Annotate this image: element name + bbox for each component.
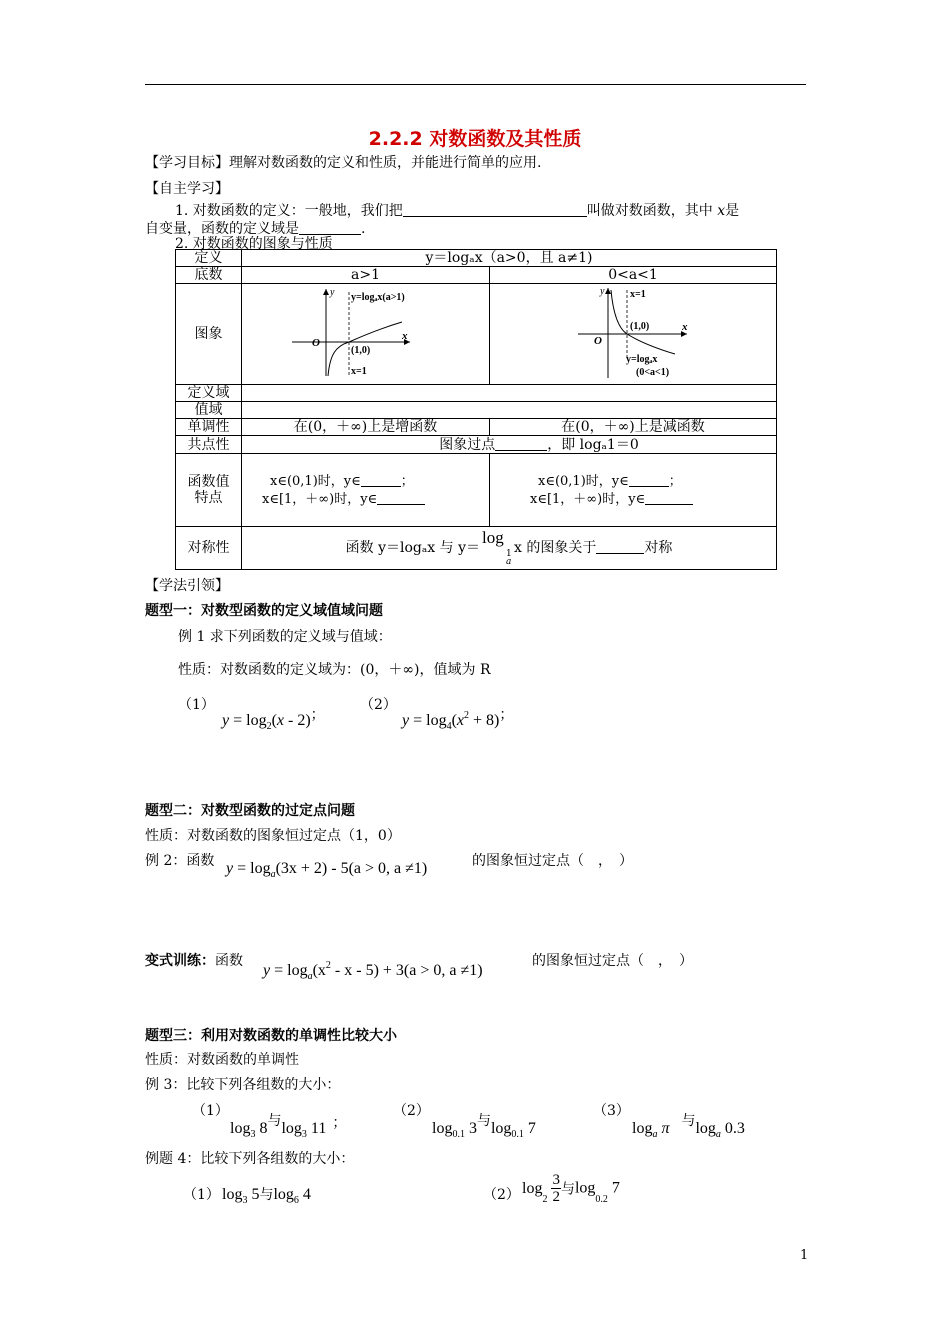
example3-heading: 例 3：比较下列各组数的大小： bbox=[145, 1077, 341, 1093]
type1-heading: 题型一：对数型函数的定义域值域问题 bbox=[145, 603, 383, 619]
type2-example-expr: $y = \log_a(3x + 2) - 5(a > 0$, a ≠1) bbox=[226, 860, 428, 880]
ex3-q1-expr: $\log_3 8$与$\log_3 11$ ； bbox=[230, 1114, 347, 1140]
type2-example-prefix: 例 2：函数 bbox=[145, 853, 215, 869]
type2-example-suffix: 的图象恒过定点（ ， ） bbox=[472, 853, 633, 869]
type1-property: 性质：对数函数的定义域为：(0，＋∞)，值域为 R bbox=[178, 662, 491, 678]
label-definition: 定义 bbox=[176, 250, 242, 267]
ex3-q2-expr: $\log_{0.1} 3$与$\log_{0.1} 7$ bbox=[432, 1114, 536, 1140]
label-function-values: 函数值 特点 bbox=[176, 454, 242, 527]
label-domain: 定义域 bbox=[176, 385, 242, 402]
ex4-q2-label: （2） bbox=[483, 1187, 520, 1203]
label-range: 值域 bbox=[176, 402, 242, 419]
range-blank bbox=[242, 402, 777, 419]
label-symmetry: 对称性 bbox=[176, 527, 242, 570]
row-symmetry bbox=[176, 527, 777, 570]
row-function-values bbox=[176, 454, 777, 527]
point-label: (1,0) bbox=[351, 345, 371, 356]
label-base: 底数 bbox=[176, 267, 242, 284]
item1-line2: 自变量，函数的定义域是 . bbox=[145, 221, 366, 237]
row-range bbox=[176, 402, 777, 419]
domain-blank bbox=[242, 385, 777, 402]
ex3-q3-expr: $\log_a \pi$ 与$\log_a 0.3$ bbox=[632, 1114, 745, 1140]
type3-property: 性质：对数函数的单调性 bbox=[145, 1052, 299, 1068]
type2-property: 性质：对数函数的图象恒过定点（1，0） bbox=[145, 828, 401, 844]
type1-q2-expr: $y = \log_4(x^2 + 8)$； bbox=[402, 708, 514, 732]
origin-label: O bbox=[312, 337, 320, 349]
row-base bbox=[176, 267, 777, 284]
row-common-point bbox=[176, 436, 777, 454]
common-point-value: 图象过点 ，即 logₐ1＝0 bbox=[242, 436, 777, 454]
mono-decreasing: 在(0，＋∞)上是减函数 bbox=[490, 419, 777, 436]
increasing-log-graph bbox=[242, 284, 490, 380]
line-label: x=1 bbox=[351, 366, 367, 377]
label-monotonic: 单调性 bbox=[176, 419, 242, 436]
blank-common-point bbox=[495, 436, 547, 451]
type1-example: 例 1 求下列函数的定义域与值域： bbox=[178, 629, 392, 645]
point-label: (1,0) bbox=[630, 321, 650, 332]
base-a-lt-1: 0<a<1 bbox=[490, 267, 777, 284]
ex4-q1-expr: $\log_3 5$与$\log_6 4$ bbox=[222, 1186, 311, 1206]
graph-decreasing bbox=[490, 284, 777, 385]
line-label: x=1 bbox=[630, 289, 646, 300]
variant-suffix: 的图象恒过定点（ ， ） bbox=[532, 953, 693, 969]
example4-heading: 例题 4：比较下列各组数的大小： bbox=[145, 1151, 355, 1167]
definition-value: y＝logₐx（a>0，且 a≠1) bbox=[242, 250, 777, 267]
ex4-q1-label: （1） bbox=[183, 1187, 220, 1203]
self-study-heading: 【自主学习】 bbox=[145, 181, 229, 197]
base-a-gt-1: a>1 bbox=[242, 267, 490, 284]
blank-definition bbox=[403, 202, 587, 217]
row-monotonic bbox=[176, 419, 777, 436]
label-graph: 图象 bbox=[176, 284, 242, 385]
mono-increasing: 在(0，＋∞)上是增函数 bbox=[242, 419, 490, 436]
type1-q1-label: （1） bbox=[178, 697, 215, 713]
y-axis-arrow bbox=[323, 289, 329, 295]
variant-line: 变式训练：函数 bbox=[145, 953, 243, 969]
label-common-point: 共点性 bbox=[176, 436, 242, 454]
x-axis-label: x bbox=[682, 321, 688, 333]
y-axis-arrow bbox=[605, 288, 611, 294]
ex4-q2-expr: $\log_2$ $\frac{3}{2}$ 与$\log_{0.2} 7$ bbox=[522, 1172, 620, 1206]
y-axis-label: y bbox=[600, 286, 605, 297]
x-axis-label: x bbox=[402, 330, 408, 342]
type3-heading: 题型三：利用对数函数的单调性比较大小 bbox=[145, 1028, 397, 1044]
type1-q2-label: （2） bbox=[360, 697, 397, 713]
symmetry-value: 函数 y＝logₐx 与 y＝ log 1 a x 的图象关于 对称 bbox=[242, 527, 777, 570]
function-condition: (0<a<1) bbox=[636, 367, 670, 378]
page-number: 1 bbox=[800, 1248, 809, 1263]
graph-increasing bbox=[242, 284, 490, 385]
guide-heading: 【学法引领】 bbox=[145, 578, 229, 594]
function-label: y=logₐx bbox=[626, 354, 658, 365]
function-label: y=logₐx(a>1) bbox=[351, 292, 405, 303]
decreasing-log-graph bbox=[490, 284, 777, 380]
fv-decreasing: x∈(0,1)时，y∈ ； x∈[1，＋∞)时，y∈ bbox=[490, 454, 777, 527]
variant-expr: $y = \log_a(x^2 - x - 5) + 3(a > 0$, a ≠1) bbox=[263, 960, 483, 982]
item1-line1: 1. 对数函数的定义：一般地，我们把 叫做对数函数，其中 x是 bbox=[175, 203, 740, 219]
ex3-q3-label: （3） bbox=[593, 1103, 630, 1119]
item2-heading: 2. 对数函数的图象与性质 bbox=[175, 236, 333, 252]
row-definition bbox=[176, 250, 777, 267]
blank-symmetry bbox=[596, 539, 644, 554]
fv-increasing: x∈(0,1)时，y∈ ； x∈[1，＋∞)时，y∈ bbox=[242, 454, 490, 527]
type1-q1-expr: $y = \log_2(x - 2)$； bbox=[222, 708, 325, 732]
ex3-q2-label: （2） bbox=[393, 1103, 430, 1119]
learning-goal: 【学习目标】理解对数函数的定义和性质，并能进行简单的应用. bbox=[145, 155, 542, 171]
origin-label: O bbox=[594, 335, 602, 347]
row-graph bbox=[176, 284, 777, 385]
ex3-q1-label: （1） bbox=[192, 1103, 229, 1119]
type2-heading: 题型二：对数型函数的过定点问题 bbox=[145, 803, 355, 819]
y-axis-label: y bbox=[330, 287, 335, 298]
row-domain bbox=[176, 385, 777, 402]
page-title: 2.2.2 对数函数及其性质 bbox=[368, 128, 582, 150]
header-rule bbox=[145, 84, 806, 85]
log-properties-table bbox=[175, 249, 777, 570]
